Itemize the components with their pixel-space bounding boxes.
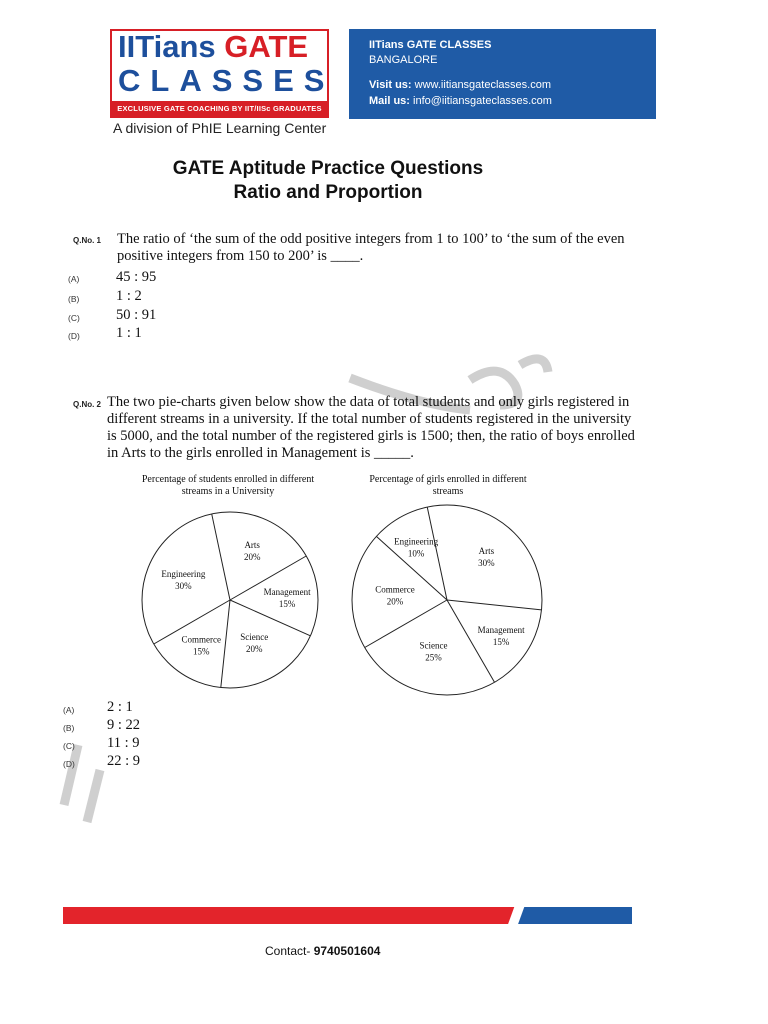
q2-option-a-label: (A) <box>63 705 75 715</box>
q1-option-c-label: (C) <box>68 313 80 323</box>
q2-text-line4: in Arts to the girls enrolled in Management is _____. <box>107 445 414 461</box>
banner-city: BANGALORE <box>369 54 438 66</box>
q1-number: Q.No. 1 <box>73 236 102 245</box>
footer-red-bar <box>63 907 515 924</box>
contact-label: Contact- <box>265 944 311 958</box>
pie-slice-label-management: Management <box>263 587 311 598</box>
pie-slice-value-management: 15% <box>278 599 296 610</box>
q2-option-c-value: 11 : 9 <box>107 735 140 751</box>
pie-slice-label-engineering: Engineering <box>161 569 206 580</box>
q2-option-b-value: 9 : 22 <box>107 717 141 733</box>
banner-visit-label: Visit us: <box>369 79 412 91</box>
pie-slice-value-commerce: 15% <box>192 646 210 657</box>
q1-option-d-value: 1 : 1 <box>116 325 142 341</box>
pie-slice-label-engineering: Engineering <box>394 536 439 547</box>
chart1-title-line2: streams in a University <box>181 486 275 497</box>
q1-option-a-value: 45 : 95 <box>116 269 157 285</box>
q1-option-d-label: (D) <box>68 331 80 341</box>
pie-slice-label-science: Science <box>419 640 448 651</box>
q1-text-line1: The ratio of ‘the sum of the odd positive integers from 1 to 100’ to ‘the sum of the even <box>117 231 625 247</box>
page-subtitle: Ratio and Proportion <box>233 182 423 203</box>
q1-option-b-value: 1 : 2 <box>116 288 142 304</box>
pie-slice-label-commerce: Commerce <box>375 584 415 595</box>
chart2-title-line1: Percentage of girls enrolled in different <box>369 474 527 485</box>
pie-slice-value-arts: 20% <box>243 552 261 563</box>
division-text: A division of PhIE Learning Center <box>113 120 327 136</box>
pie-slice-value-science: 20% <box>245 643 263 654</box>
q2-option-a-value: 2 : 1 <box>107 699 133 715</box>
banner-org-name: IITians GATE CLASSES <box>369 39 492 51</box>
banner-mail-label: Mail us: <box>369 95 410 107</box>
pie-slice-value-science: 25% <box>425 652 442 663</box>
q2-text-line1: The two pie-charts given below show the data of total students and only girls registered in <box>107 394 630 410</box>
logo-word-iitians: IITians <box>118 29 216 64</box>
q1-text-line2: positive integers from 150 to 200’ is ____. <box>117 248 364 264</box>
q1-option-c-value: 50 : 91 <box>116 307 157 323</box>
pie-slice-value-commerce: 20% <box>386 596 404 607</box>
pie-slice-label-commerce: Commerce <box>181 634 221 645</box>
footer-blue-bar <box>517 907 632 924</box>
q2-option-d-value: 22 : 9 <box>107 753 141 769</box>
pie-slice-label-science: Science <box>240 631 269 642</box>
q1-option-a-label: (A) <box>68 274 80 284</box>
pie-chart-2 <box>352 505 542 695</box>
footer-contact <box>265 944 380 958</box>
chart1-title-line1: Percentage of students enrolled in different <box>141 474 315 485</box>
q2-text-line3: is 5000, and the total number of the registered girls is 1500; then, the ratio of boys enrolled <box>107 428 635 444</box>
banner-mail-address[interactable]: info@iitiansgateclasses.com <box>413 95 552 107</box>
pie-slice-value-management: 15% <box>492 637 510 648</box>
q2-option-d-label: (D) <box>63 759 75 769</box>
pie-slice-value-engineering: 30% <box>175 581 192 592</box>
pie-slice-label-management: Management <box>477 625 525 636</box>
pie-slice-value-engineering: 10% <box>407 548 425 559</box>
pie-slice-label-arts: Arts <box>478 546 495 557</box>
q2-option-c-label: (C) <box>63 741 75 751</box>
page-title: GATE Aptitude Practice Questions <box>172 158 484 179</box>
logo-tagline: EXCLUSIVE GATE COACHING BY IIT/IISc GRADUATES <box>112 101 327 116</box>
contact-number: 9740501604 <box>313 944 381 958</box>
pie-slice-label-arts: Arts <box>244 540 260 551</box>
logo-line2: CLASSES <box>118 63 335 98</box>
q2-option-b-label: (B) <box>63 723 75 733</box>
chart2-title-line2: streams <box>432 486 464 497</box>
logo-word-gate: GATE <box>224 29 309 64</box>
pie-chart-1 <box>142 512 318 688</box>
q1-option-b-label: (B) <box>68 294 80 304</box>
pie-slice-value-arts: 30% <box>478 558 495 569</box>
q2-number: Q.No. 2 <box>73 400 102 409</box>
banner-visit-url[interactable]: www.iitiansgateclasses.com <box>414 79 551 91</box>
q2-text-line2: different streams in a university. If the total number of students registered in the university <box>107 411 632 427</box>
